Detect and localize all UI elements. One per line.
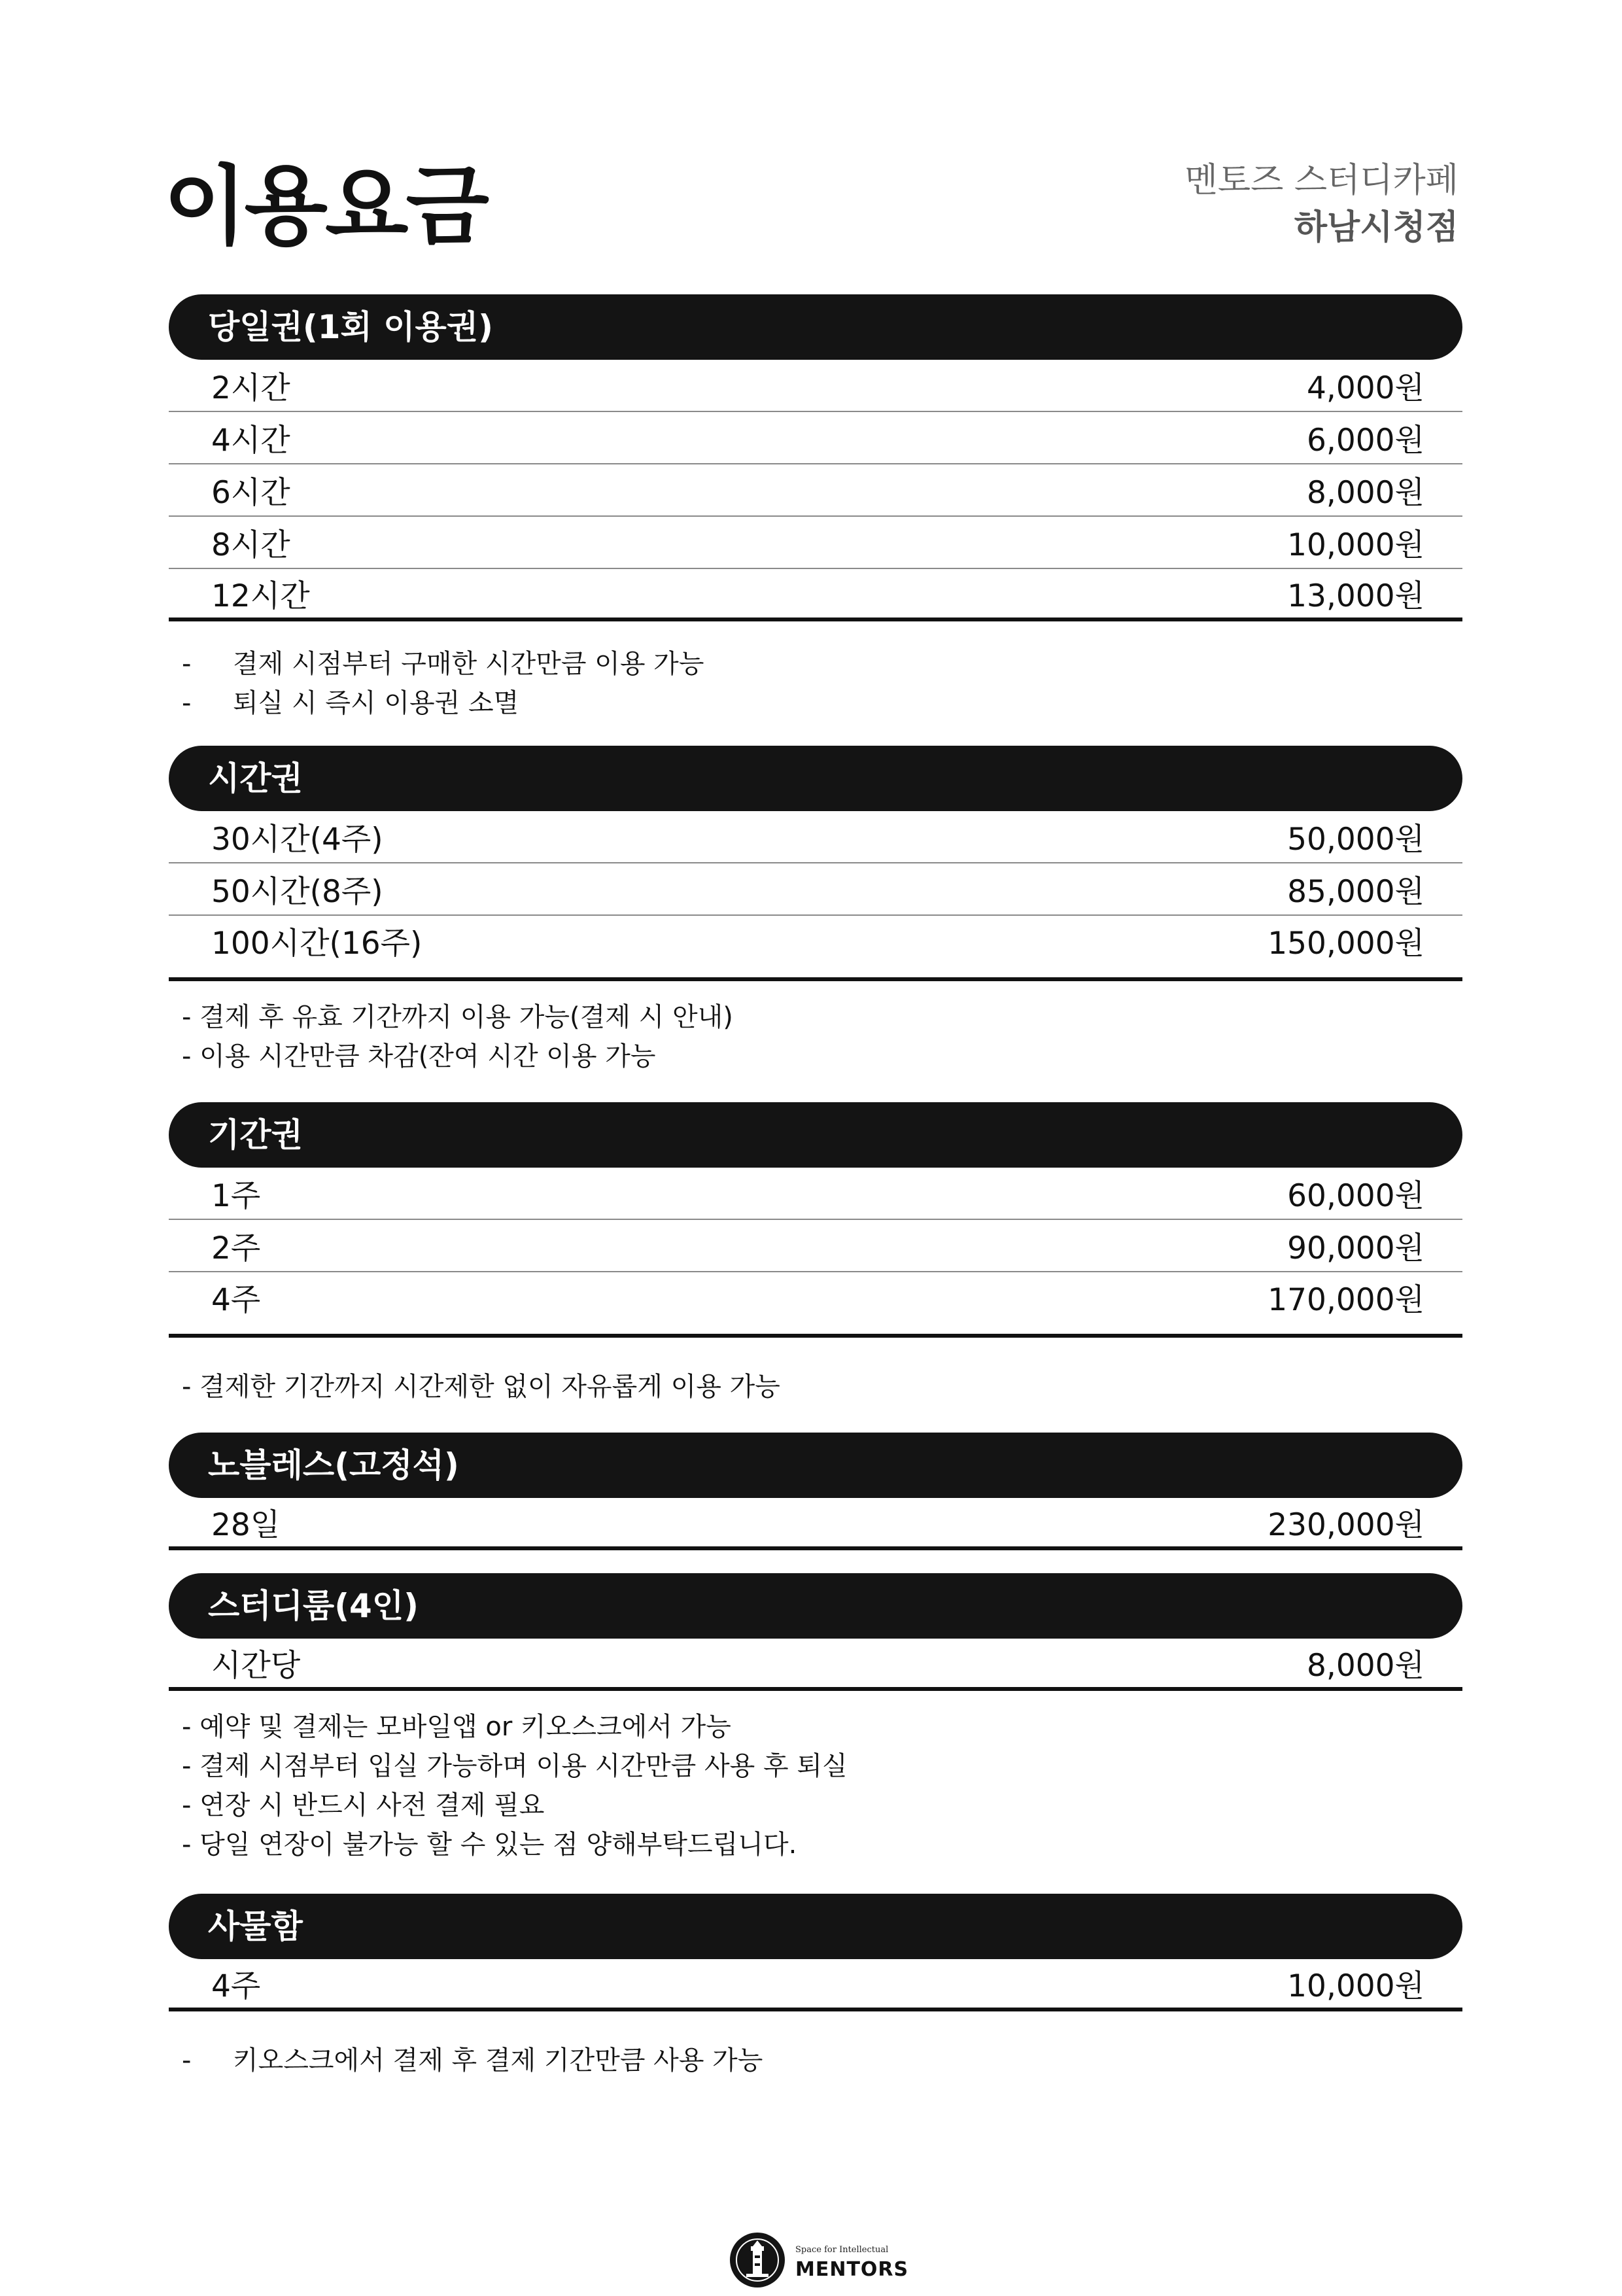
row-price: 230,000원 [1268, 1506, 1424, 1543]
table-row [169, 569, 1462, 621]
section-header-study-room: 스터디룸(4인) [169, 1573, 1462, 1639]
price-table-locker [169, 1959, 1462, 2011]
row-price: 50,000원 [1287, 821, 1424, 858]
row-price: 8,000원 [1307, 474, 1424, 511]
table-row [169, 1272, 1462, 1338]
note-text: 키오스크에서 결제 후 결제 기간만큼 사용 가능 [233, 2045, 763, 2076]
note-item [182, 2041, 763, 2080]
row-price: 8,000원 [1307, 1647, 1424, 1684]
logo-name: MENTORS [795, 2258, 909, 2281]
note-text: 퇴실 시 즉시 이용권 소멸 [233, 688, 519, 718]
note-dash: - [182, 649, 192, 679]
row-label: 28일 [211, 1506, 281, 1543]
row-price: 90,000원 [1287, 1230, 1424, 1266]
row-label: 2주 [211, 1230, 261, 1266]
row-label: 2시간 [211, 370, 290, 406]
store-brand: 멘토즈 스터디카페 [1184, 161, 1458, 200]
table-row [169, 863, 1462, 916]
row-label: 1주 [211, 1177, 261, 1214]
note-text: 결제 시점부터 구매한 시간만큼 이용 가능 [233, 649, 704, 679]
row-label: 시간당 [211, 1647, 301, 1684]
page-title: 이용요금 [164, 156, 487, 257]
table-row [169, 1220, 1462, 1272]
notes-locker [182, 2041, 763, 2080]
note-item: - 이용 시간만큼 차감(잔여 시간 이용 가능 [182, 1041, 656, 1071]
note-item: - 결제한 기간까지 시간제한 없이 자유롭게 이용 가능 [182, 1372, 780, 1402]
price-table-period-pass [169, 1168, 1462, 1338]
price-table-study-room [169, 1639, 1462, 1691]
section-header-hour-pass: 시간권 [169, 746, 1462, 811]
row-price: 170,000원 [1268, 1281, 1424, 1318]
row-label: 100시간(16주) [211, 925, 423, 962]
row-price: 4,000원 [1307, 370, 1424, 406]
row-label: 50시간(8주) [211, 873, 383, 910]
row-price: 6,000원 [1307, 422, 1424, 459]
notes-study-room [182, 1707, 848, 1864]
note-item: - 결제 시점부터 입실 가능하며 이용 시간만큼 사용 후 퇴실 [182, 1751, 848, 1781]
row-label: 4주 [211, 1968, 261, 2004]
table-row [169, 1498, 1462, 1550]
lighthouse-icon [728, 2231, 787, 2289]
note-dash: - [182, 2045, 192, 2076]
row-label: 12시간 [211, 578, 310, 614]
note-item [182, 684, 704, 723]
row-price: 60,000원 [1287, 1177, 1424, 1214]
row-label: 4주 [211, 1281, 261, 1318]
table-row [169, 412, 1462, 464]
notes-hour-pass [182, 998, 733, 1076]
mentors-logo [728, 2231, 911, 2296]
notes-period-pass [182, 1367, 780, 1406]
note-item: - 결제 후 유효 기간까지 이용 가능(결제 시 안내) [182, 1002, 733, 1032]
store-branch: 하남시청점 [1294, 208, 1458, 247]
row-price: 13,000원 [1287, 578, 1424, 614]
table-row [169, 1168, 1462, 1220]
price-table-noblesse [169, 1498, 1462, 1550]
logo-tagline: Space for Intellectual [795, 2245, 889, 2255]
table-row [169, 464, 1462, 517]
table-row [169, 811, 1462, 863]
row-label: 30시간(4주) [211, 821, 383, 858]
price-table-day-pass [169, 360, 1462, 621]
note-item: - 당일 연장이 불가능 할 수 있는 점 양해부탁드립니다. [182, 1830, 797, 1860]
note-item: - 예약 및 결제는 모바일앱 or 키오스크에서 가능 [182, 1712, 731, 1742]
table-row [169, 1959, 1462, 2011]
section-header-noblesse: 노블레스(고정석) [169, 1433, 1462, 1498]
row-label: 8시간 [211, 527, 290, 563]
notes-day-pass [182, 644, 704, 723]
row-price: 10,000원 [1287, 527, 1424, 563]
note-dash: - [182, 688, 192, 718]
row-price: 10,000원 [1287, 1968, 1424, 2004]
table-row [169, 517, 1462, 569]
section-header-locker: 사물함 [169, 1894, 1462, 1959]
section-header-period-pass: 기간권 [169, 1102, 1462, 1168]
table-row [169, 916, 1462, 981]
table-row [169, 360, 1462, 412]
price-table-hour-pass [169, 811, 1462, 981]
row-price: 150,000원 [1268, 925, 1424, 962]
row-label: 4시간 [211, 422, 290, 459]
section-header-day-pass: 당일권(1회 이용권) [169, 294, 1462, 360]
note-item: - 연장 시 반드시 사전 결제 필요 [182, 1790, 545, 1820]
table-row [169, 1639, 1462, 1691]
note-item [182, 644, 704, 684]
row-label: 6시간 [211, 474, 290, 511]
row-price: 85,000원 [1287, 873, 1424, 910]
